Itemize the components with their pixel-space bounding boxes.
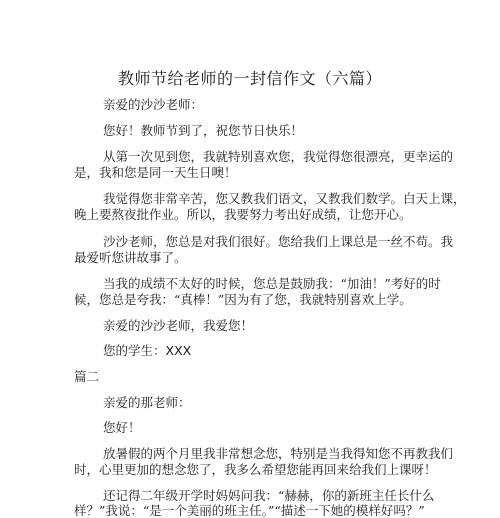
letter1-paragraph1-line2: 是，我和您是同一天生日噢！ — [74, 165, 237, 180]
letter2-greeting: 您好！ — [103, 420, 141, 435]
letter1-paragraph4-line2: 候，您总是夸我：“真棒！”因为有了您，我就特别喜欢上学。 — [74, 292, 412, 307]
letter2-paragraph2-line2: 样？”我说：“是一个美丽的班主任。”“描述一下她的模样好吗？” — [74, 503, 425, 518]
document-title: 教师节给老师的一封信作文（六篇） — [117, 69, 382, 88]
letter1-paragraph1-line1: 从第一次见到您，我就特别喜欢您，我觉得您很漂亮，更幸运的 — [103, 149, 454, 164]
signature-label: 您的学生： — [103, 343, 166, 358]
letter2-salutation: 亲爱的那老师： — [103, 395, 191, 410]
letter1-greeting: 您好！教师节到了，祝您节日快乐！ — [103, 123, 304, 138]
letter1-paragraph3-line1: 沙沙老师，您总是对我们很好。您给我们上课总是一丝不苟。我 — [103, 234, 454, 249]
letter2-paragraph2-line1: 还记得二年级开学时妈妈问我：“赫赫，你的新班主任长什么 — [103, 488, 435, 503]
letter1-signature — [103, 344, 191, 358]
section-heading-2: 篇二 — [74, 369, 100, 384]
signature-name: XXX — [165, 343, 192, 358]
letter1-paragraph2-line1: 我觉得您非常辛苦，您又教我们语文，又教我们数学。白天上课， — [103, 191, 466, 206]
letter2-paragraph1-line1: 放暑假的两个月里我非常想念您，特别是当我得知您不再教我们 — [103, 446, 454, 461]
letter1-salutation: 亲爱的沙沙老师： — [103, 97, 204, 112]
letter1-paragraph4-line1: 当我的成绩不太好的时候，您总是鼓励我：“加油！”考好的时 — [103, 276, 441, 291]
letter1-paragraph2-line2: 晚上要熬夜批作业。所以，我要努力考出好成绩，让您开心。 — [74, 207, 412, 222]
letter1-paragraph3-line2: 最爱听您讲故事了。 — [74, 250, 187, 265]
letter2-paragraph1-line2: 时，心里更加的想念您了，我多么希望您能再回来给我们上课呀！ — [74, 462, 437, 477]
letter1-closing: 亲爱的沙沙老师，我爱您！ — [103, 318, 254, 333]
